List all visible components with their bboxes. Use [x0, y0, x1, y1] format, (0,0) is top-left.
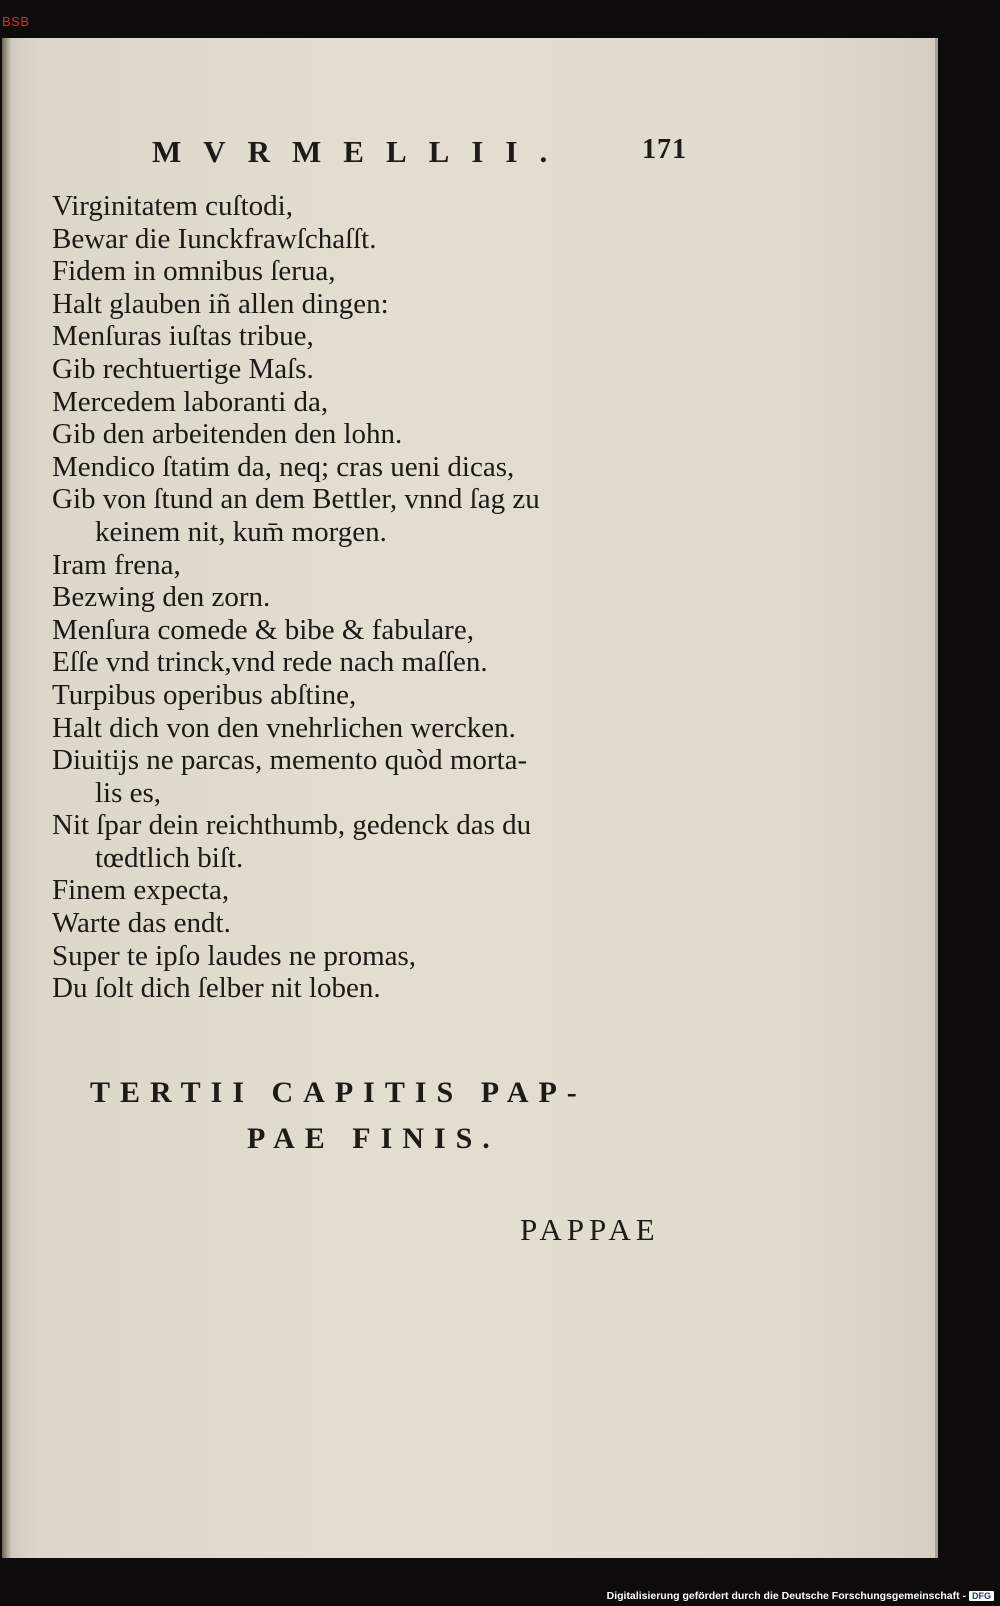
text-line: Finem expecta, [52, 874, 230, 907]
text-line: keinem nit, kum̄ morgen. [95, 515, 387, 548]
text-line: Menſuras iuſtas tribue, [52, 320, 314, 353]
text-line: Bezwing den zorn. [52, 581, 271, 614]
text-line: Bewar die Iunckfrawſchaſſt. [52, 222, 377, 255]
text-line: Turpibus operibus abſtine, [52, 678, 357, 711]
text-line: Halt dich von den vnehrlichen wercken. [52, 711, 516, 744]
text-line: Super te ipſo laudes ne promas, [52, 939, 417, 972]
page-gutter-edge [2, 38, 12, 1558]
text-line: Virginitatem cuſtodi, [52, 190, 293, 222]
chapter-explicit [90, 1070, 587, 1162]
explicit-line-2: PAE FINIS. [247, 1122, 500, 1155]
text-line: Warte das endt. [52, 907, 231, 940]
page-number: 171 [642, 134, 687, 165]
book-page [2, 38, 938, 1558]
library-logo: BSB [2, 14, 30, 29]
text-line: Mercedem laboranti da, [52, 385, 329, 418]
text-line: Halt glauben iñ allen dingen: [52, 287, 389, 320]
text-line: lis es, [95, 776, 162, 809]
text-line: Mendico ſtatim da, neq; cras ueni dicas, [52, 450, 515, 483]
text-block [52, 190, 732, 1005]
text-line: Du ſolt dich ſelber nit loben. [52, 972, 381, 1005]
text-line: Eſſe vnd trinck,vnd rede nach maſſen. [52, 646, 488, 679]
text-line: Gib den arbeitenden den lohn. [52, 418, 403, 451]
text-line: Nit ſpar dein reichthumb, gedenck das du [52, 809, 532, 842]
text-line: Fidem in omnibus ſerua, [52, 255, 336, 288]
text-line: Menſura comede & bibe & fabulare, [52, 613, 474, 646]
dfg-logo: DFG [969, 1591, 994, 1601]
running-head: MVRMELLII. [152, 134, 570, 169]
text-line: Gib von ſtund an dem Bettler, vnnd ſag zu [52, 483, 540, 516]
viewer-footer [607, 1590, 994, 1602]
text-line: Iram frena, [52, 548, 181, 581]
funding-notice: Digitalisierung gefördert durch die Deutsche Forschungsgemeinschaft - [606, 1590, 966, 1602]
explicit-line-1: TERTII CAPITIS PAP- [90, 1076, 587, 1109]
text-line: Diuitijs ne parcas, memento quòd morta- [52, 744, 528, 777]
text-line: Gib rechtuertige Maſs. [52, 352, 314, 385]
catchword: PAPPAE [520, 1212, 660, 1247]
text-line: tœdtlich biſt. [95, 841, 244, 874]
